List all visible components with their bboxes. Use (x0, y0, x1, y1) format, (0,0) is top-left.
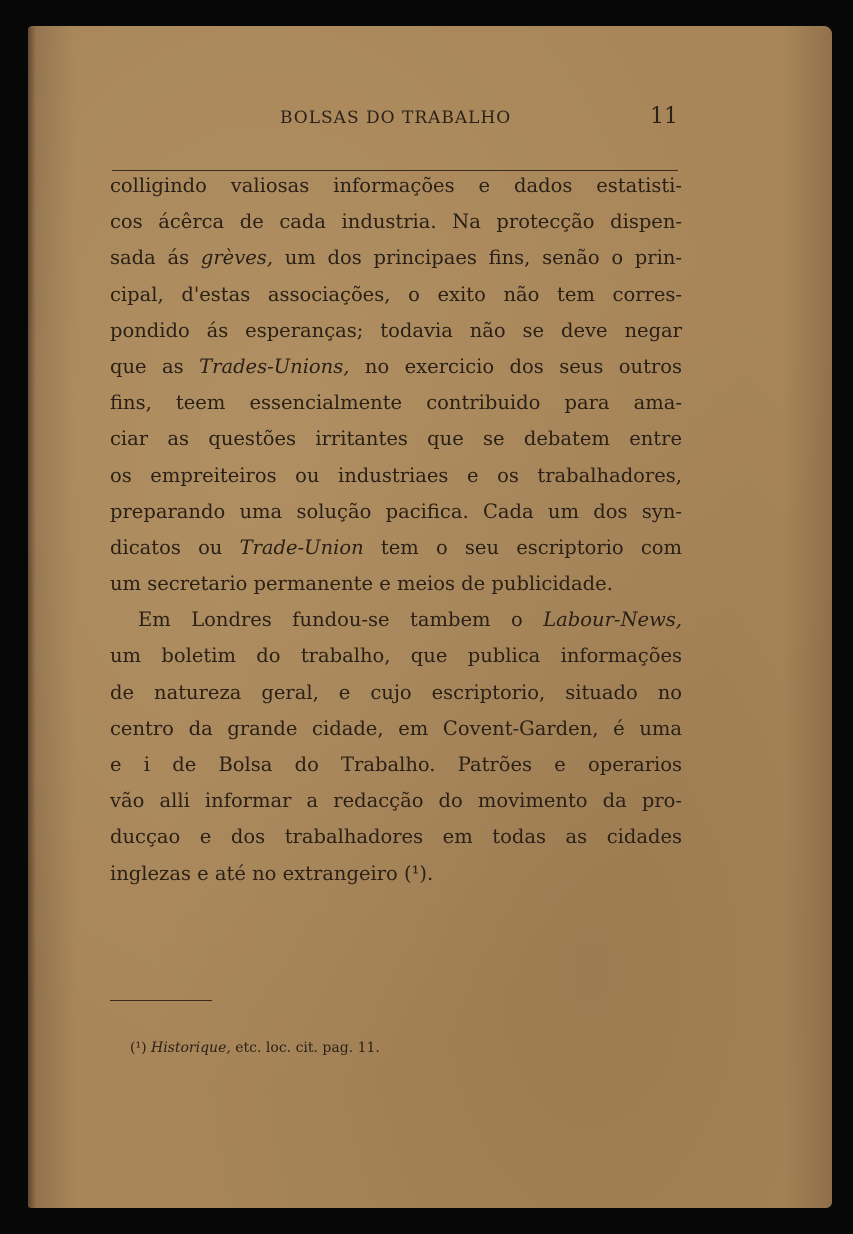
footnote-rule (110, 1000, 212, 1001)
footnote-text: etc. loc. cit. pag. 11. (230, 1040, 380, 1056)
text-line: pondido ás esperanças; todavia não se deve negar (110, 318, 682, 342)
running-head-title: BOLSAS DO TRABALHO (280, 108, 512, 128)
footnote (130, 1040, 380, 1056)
text-line: vão alli informar a redacção do movimento da pro- (110, 789, 682, 813)
text-fragment: tem o seu escriptorio com (363, 535, 682, 559)
text-fragment: Em Londres fundou-se tambem o (138, 608, 544, 632)
text-line: inglezas e até no extrangeiro (¹). (110, 861, 434, 885)
text-fragment: que as (110, 354, 200, 378)
text-line: colligindo valiosas informações e dados estatisti- (110, 174, 682, 197)
italic-term: grèves, (200, 246, 273, 270)
text-line: de natureza geral, e cujo escriptorio, situado no (110, 680, 682, 704)
text-line (110, 602, 682, 638)
text-line: cos ácêrca de cada industria. Na protecção dispen- (110, 210, 682, 234)
text-line (110, 240, 682, 276)
text-line: um secretario permanente e meios de publicidade. (110, 572, 613, 596)
text-line: cipal, d'estas associações, o exito não tem corres- (110, 282, 682, 306)
italic-term: Trade-Union (239, 535, 364, 559)
text-line: ciar as questões irritantes que se debatem entre (110, 427, 682, 451)
page-number: 11 (650, 104, 678, 129)
text-line: centro da grande cidade, em Covent-Garden, é uma (110, 716, 682, 740)
text-fragment: no exercicio dos seus outros (349, 354, 682, 378)
body-text (110, 168, 682, 892)
italic-term: Labour-News, (543, 608, 682, 632)
text-line (110, 349, 682, 385)
footnote-marker: (¹) (130, 1040, 147, 1056)
footnote-italic: Historique, (151, 1040, 231, 1056)
page-edge-shadow (28, 26, 36, 1208)
text-line: e i de Bolsa do Trabalho. Patrões e operarios (110, 753, 682, 776)
text-fragment: um dos principaes fins, senão o prin- (272, 246, 682, 270)
text-line: ducçao e dos trabalhadores em todas as cidades (110, 825, 682, 849)
text-line: fins, teem essencialmente contribuido para ama- (110, 391, 682, 415)
text-line (110, 530, 682, 566)
text-line: um boletim do trabalho, que publica informações (110, 644, 682, 668)
text-line: preparando uma solução pacifica. Cada um dos syn- (110, 499, 682, 523)
italic-term: Trades-Unions, (199, 354, 350, 378)
text-fragment: sada ás (110, 246, 201, 270)
text-line: os empreiteiros ou industriaes e os trabalhadores, (110, 463, 682, 487)
text-fragment: dicatos ou (110, 535, 240, 559)
running-head (112, 106, 678, 136)
